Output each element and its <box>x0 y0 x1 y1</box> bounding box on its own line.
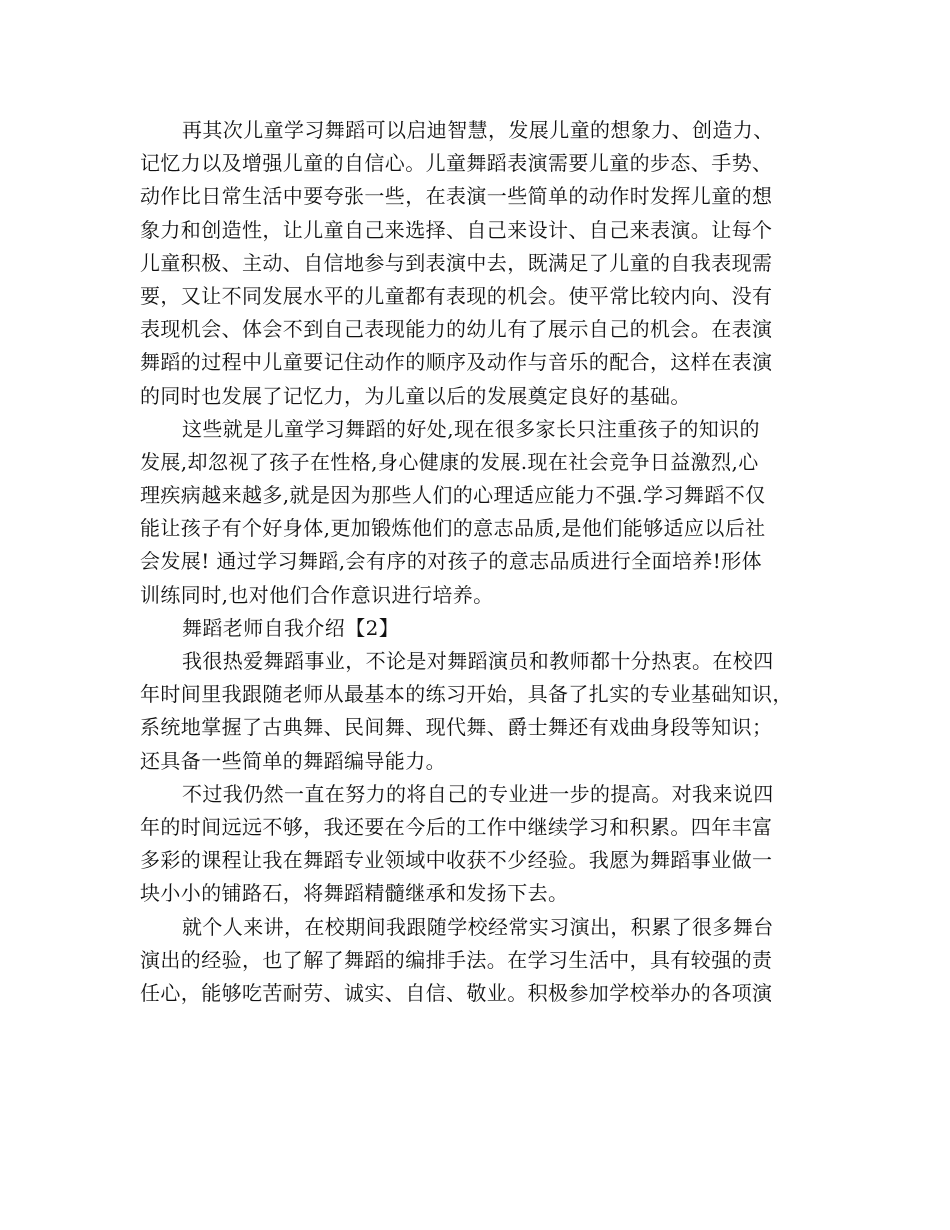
text-line: 表现机会、体会不到自己表现能力的幼儿有了展示自己的机会。在表演 <box>140 317 773 342</box>
paragraph-first-line: 再其次儿童学习舞蹈可以启迪智慧，发展儿童的想象力、创造力、 <box>182 118 774 142</box>
paragraph-first-line: 不过我仍然一直在努力的将自己的专业进一步的提高。对我来说四 <box>182 781 774 806</box>
text-line: 会发展! 通过学习舞蹈,会有序的对孩子的意志品质进行全面培养!形体 <box>140 549 762 574</box>
text-line: 的同时也发展了记忆力，为儿童以后的发展奠定良好的基础。 <box>140 383 691 408</box>
text-line: 舞蹈的过程中儿童要记住动作的顺序及动作与音乐的配合，这样在表演 <box>140 350 773 375</box>
text-line: 任心，能够吃苦耐劳、诚实、自信、敬业。积极参加学校举办的各项演 <box>140 980 773 1005</box>
text-line: 儿童积极、主动、自信地参与到表演中去，既满足了儿童的自我表现需 <box>140 250 773 275</box>
text-line: 年时间里我跟随老师从最基本的练习开始，具备了扎实的专业基础知识， <box>140 682 793 707</box>
paragraph-first-line: 这些就是儿童学习舞蹈的好处,现在很多家长只注重孩子的知识的 <box>182 416 760 441</box>
paragraph-first-line: 舞蹈老师自我介绍【2】 <box>182 615 400 640</box>
text-line: 象力和创造性，让儿童自己来选择、自己来设计、自己来表演。让每个 <box>140 217 773 242</box>
document-body <box>140 114 820 1010</box>
text-line: 还具备一些简单的舞蹈编导能力。 <box>140 748 446 773</box>
text-line: 块小小的铺路石，将舞蹈精髓继承和发扬下去。 <box>140 881 569 906</box>
text-line: 能让孩子有个好身体,更加锻炼他们的意志品质,是他们能够适应以后社 <box>140 516 766 541</box>
text-line: 年的时间远远不够，我还要在今后的工作中继续学习和积累。四年丰富 <box>140 814 773 839</box>
text-line: 系统地掌握了古典舞、民间舞、现代舞、爵士舞还有戏曲身段等知识； <box>140 715 773 740</box>
text-line: 动作比日常生活中要夸张一些，在表演一些简单的动作时发挥儿童的想 <box>140 184 773 209</box>
text-line: 理疾病越来越多,就是因为那些人们的心理适应能力不强.学习舞蹈不仅 <box>140 483 766 508</box>
text-line: 要，又让不同发展水平的儿童都有表现的机会。使平常比较内向、没有 <box>140 283 773 308</box>
text-line: 演出的经验，也了解了舞蹈的编排手法。在学习生活中，具有较强的责 <box>140 947 773 972</box>
text-line: 训练同时,也对他们合作意识进行培养。 <box>140 582 494 607</box>
paragraph-first-line: 就个人来讲，在校期间我跟随学校经常实习演出，积累了很多舞台 <box>182 914 774 939</box>
paragraph-first-line: 我很热爱舞蹈事业，不论是对舞蹈演员和教师都十分热衷。在校四 <box>182 649 774 673</box>
text-line: 发展,却忽视了孩子在性格,身心健康的发展.现在社会竞争日益激烈,心 <box>140 449 759 474</box>
text-line: 记忆力以及增强儿童的自信心。儿童舞蹈表演需要儿童的步态、手势、 <box>140 151 773 176</box>
text-line: 多彩的课程让我在舞蹈专业领域中收获不少经验。我愿为舞蹈事业做一 <box>140 848 773 873</box>
